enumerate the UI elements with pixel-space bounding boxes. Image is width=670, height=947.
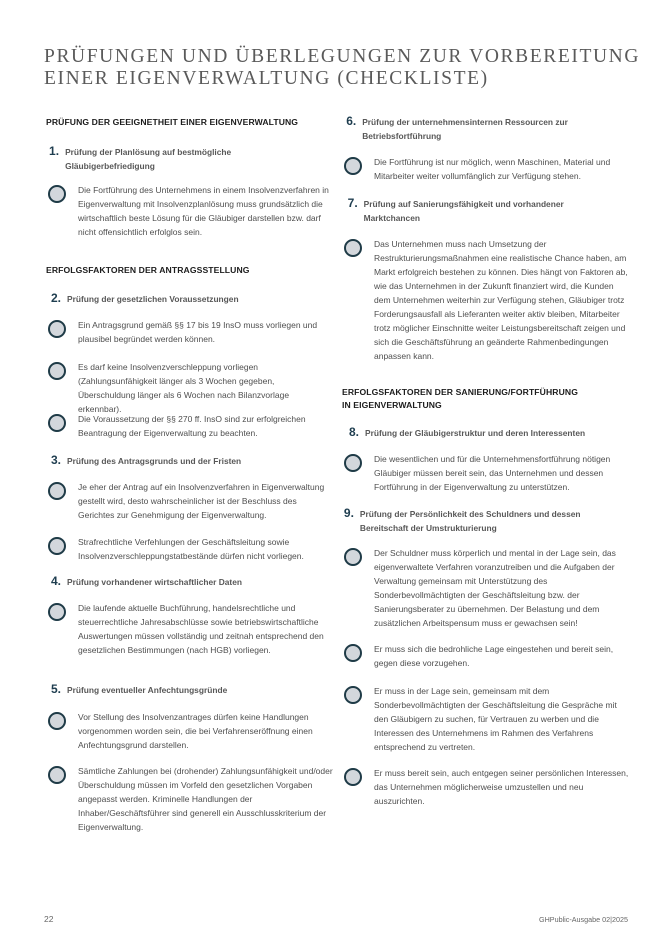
checklist-item (344, 684, 632, 754)
step-label: Prüfung der Persönlichkeit des Schuldners und dessen Bereitschaft der Umstrukturierung (359, 509, 581, 533)
section-heading-line-2: IN EIGENVERWALTUNG (342, 400, 442, 410)
checkbox[interactable] (344, 239, 362, 257)
step-3 (44, 454, 314, 468)
checkbox[interactable] (48, 712, 66, 730)
checklist-item (48, 318, 333, 346)
section-heading-line-1: ERFOLGSFAKTOREN DER SANIERUNG/FORTFÜHRUNG (342, 387, 578, 397)
checklist-item-text: Je eher der Antrag auf ein Insolvenzverfahren in Eigenverwaltung gestellt wird, desto wahrscheinlicher ist der Beschluss des Gerichtes zur Genehmigung der Eigenverwaltung. (78, 482, 325, 520)
checklist-item-text: Die Fortführung des Unternehmens in einem Insolvenzverfahren in Eigenverwaltung mit Insolvenzplanlösung muss grundsätzlich die wirtschaftlich beste Lösung für die Gläubiger darstellen bzw. darf nicht offensichtlich erfolglos sein. (78, 185, 329, 237)
checklist-item-text: Ein Antragsgrund gemäß §§ 17 bis 19 InsO muss vorliegen und plausibel begründet werden können. (78, 320, 318, 344)
checklist-item (48, 764, 333, 834)
checklist-item-text: Die Fortführung ist nur möglich, wenn Maschinen, Material und Mitarbeiter weiter vollumfänglich zur Verfügung stehen. (374, 157, 611, 181)
step-number: 8. (348, 425, 359, 439)
step-label: Prüfung der gesetzlichen Voraussetzungen (67, 294, 239, 304)
step-number: 7. (347, 196, 358, 210)
section-heading: PRÜFUNG DER GEEIGNETHEIT EINER EIGENVERWALTUNG (46, 117, 299, 127)
step-number: 2. (50, 291, 61, 305)
step-8 (342, 426, 630, 440)
section-heading: ERFOLGSFAKTOREN DER ANTRAGSSTELLUNG (46, 265, 250, 275)
checkbox[interactable] (344, 686, 362, 704)
checklist-item (344, 237, 632, 363)
checklist-item (344, 155, 632, 183)
checkbox[interactable] (48, 482, 66, 500)
checkbox[interactable] (48, 320, 66, 338)
checkbox[interactable] (344, 644, 362, 662)
publication-info: GHPublic-Ausgabe 02|2025 (539, 915, 628, 924)
checklist-item-text: Die Voraussetzung der §§ 270 ff. InsO sind zur erfolgreichen Beantragung der Eigenverwaltung zu beachten. (78, 414, 306, 438)
step-1 (44, 145, 294, 173)
checklist-item (344, 452, 632, 494)
step-number: 1. (49, 144, 60, 158)
checklist-item-text: Er muss bereit sein, auch entgegen seiner persönlichen Interessen, das Unternehmen möglicherweise umzustellen und neu auszurichten. (374, 768, 629, 806)
checkbox[interactable] (344, 157, 362, 175)
checklist-item-text: Die laufende aktuelle Buchführung, handelsrechtliche und steuerrechtliche Jahresabschlüsse sowie betriebswirtschaftliche Auswertungen müssen vollständig und zeitnah entsprechend den gesetzlichen Bestimmungen (nach HGB) vorliegen. (78, 603, 324, 655)
step-2 (44, 292, 314, 306)
step-4 (44, 575, 314, 589)
step-label: Prüfung der Gläubigerstruktur und deren Interessenten (365, 428, 586, 438)
checkbox[interactable] (48, 414, 66, 432)
step-label: Prüfung auf Sanierungsfähigkeit und vorhandener Marktchancen (363, 199, 564, 223)
checklist-item-text: Strafrechtliche Verfehlungen der Geschäftsleitung sowie Insolvenzverschleppungstatbestände dürfen nicht vorliegen. (78, 537, 304, 561)
checklist-item-text: Vor Stellung des Insolvenzantrages dürfen keine Handlungen vorgenommen worden sein, die bei Verfahrenseröffnung einen Anfechtungsgrund darstellen. (78, 712, 313, 750)
page-title-line-1: PRÜFUNGEN UND ÜBERLEGUNGEN ZUR VORBEREITUNG (44, 46, 641, 67)
step-number: 4. (50, 574, 61, 588)
checklist-item (344, 642, 632, 670)
step-label: Prüfung der Planlösung auf bestmögliche Gläubigerbefriedigung (65, 147, 232, 171)
page-number: 22 (44, 914, 54, 924)
page-title (44, 46, 644, 90)
checklist-item (48, 710, 333, 752)
checklist-item (344, 766, 632, 808)
checklist-item-text: Er muss sich die bedrohliche Lage eingestehen und bereit sein, gegen diese vorzugehen. (374, 644, 614, 668)
step-label: Prüfung des Antragsgrunds und der Fristen (67, 456, 242, 466)
checklist-item-text: Er muss in der Lage sein, gemeinsam mit dem Sonderbevollmächtigten der Geschäftsleitung die Gespräche mit den Gläubigern zu suchen, für Vertrauen zu werben und die Interessen des Unternehmens im Rahmen des Verfahrens entsprechend zu vertreten. (374, 686, 617, 752)
checkbox[interactable] (48, 362, 66, 380)
step-number: 3. (50, 453, 61, 467)
checklist-item (344, 546, 632, 630)
checklist-item-text: Sämtliche Zahlungen bei (drohender) Zahlungsunfähigkeit und/oder Überschuldung müssen im Vorfeld den gesetzlichen Vorgaben angepasst werden. Kriminelle Handlungen der Inhaber/Geschäftsführer sind generell ein Ausschlusskriterium der Eigenverwaltung. (78, 766, 333, 832)
checkbox[interactable] (344, 548, 362, 566)
checklist-item (48, 535, 333, 563)
checklist-item (48, 183, 333, 239)
step-5 (44, 683, 314, 697)
step-number: 5. (50, 682, 61, 696)
step-label: Prüfung vorhandener wirtschaftlicher Daten (67, 577, 242, 587)
checkbox[interactable] (48, 185, 66, 203)
step-label: Prüfung eventueller Anfechtungsgründe (67, 685, 228, 695)
checklist-item-text: Der Schuldner muss körperlich und mental in der Lage sein, das eigenverwaltete Verfahren voranzutreiben und die Aufgaben der Verwaltung gemeinsam mit Unterstützung des Sonderbevollmächtigten der Geschäftsleitung bzw. der Sanierungsberater zu übernehmen. Der Belastung und dem zusätzlichen Arbeitspensum muss er gewachsen sein! (374, 548, 616, 628)
checklist-item (48, 601, 333, 657)
step-7 (342, 197, 602, 225)
step-label: Prüfung der unternehmensinternen Ressourcen zur Betriebsfortführung (362, 117, 568, 141)
checkbox[interactable] (344, 768, 362, 786)
checkbox[interactable] (48, 603, 66, 621)
checklist-item-text: Das Unternehmen muss nach Umsetzung der Restrukturierungsmaßnahmen eine realistische Chance haben, am Markt erfolgreich bestehen zu können. Dies hängt von Faktoren ab, wie das Unternehmen in der Zukunft finanziert wird, die Kunden dem Unternehmen weiterhin zur Verfügung stehen, Gläubiger trotz Forderungsausfall als Lieferanten weiter aktiv bleiben, Mitarbeiter trotz möglicher Einschnitte weiter Leistungsbereitschaft zeigen und sich die Geschäftsführung an geänderte Rahmenbedingungen anpassen kann. (374, 239, 628, 361)
checklist-item (48, 480, 333, 522)
checklist-item-text: Es darf keine Insolvenzverschleppung vorliegen (Zahlungsunfähigkeit länger als 3 Wochen gegeben, Überschuldung länger als 6 Wochen nach Bilanzvorlage erkennbar). (78, 362, 290, 414)
step-number: 6. (346, 114, 357, 128)
step-9 (342, 507, 612, 535)
checklist-item-text: Die wesentlichen und für die Unternehmensfortführung nötigen Gläubiger müssen bereit sein, das Unternehmen und dessen Fortführung in der Eigenverwaltung zu unterstützen. (374, 454, 611, 492)
checkbox[interactable] (48, 766, 66, 784)
checkbox[interactable] (48, 537, 66, 555)
checklist-item (48, 360, 333, 416)
step-number: 9. (343, 506, 354, 520)
checklist-item (48, 412, 333, 440)
step-6 (342, 115, 602, 143)
checkbox[interactable] (344, 454, 362, 472)
page-title-line-2: EINER EIGENVERWALTUNG (CHECKLISTE) (44, 68, 489, 89)
section-heading (342, 386, 578, 412)
